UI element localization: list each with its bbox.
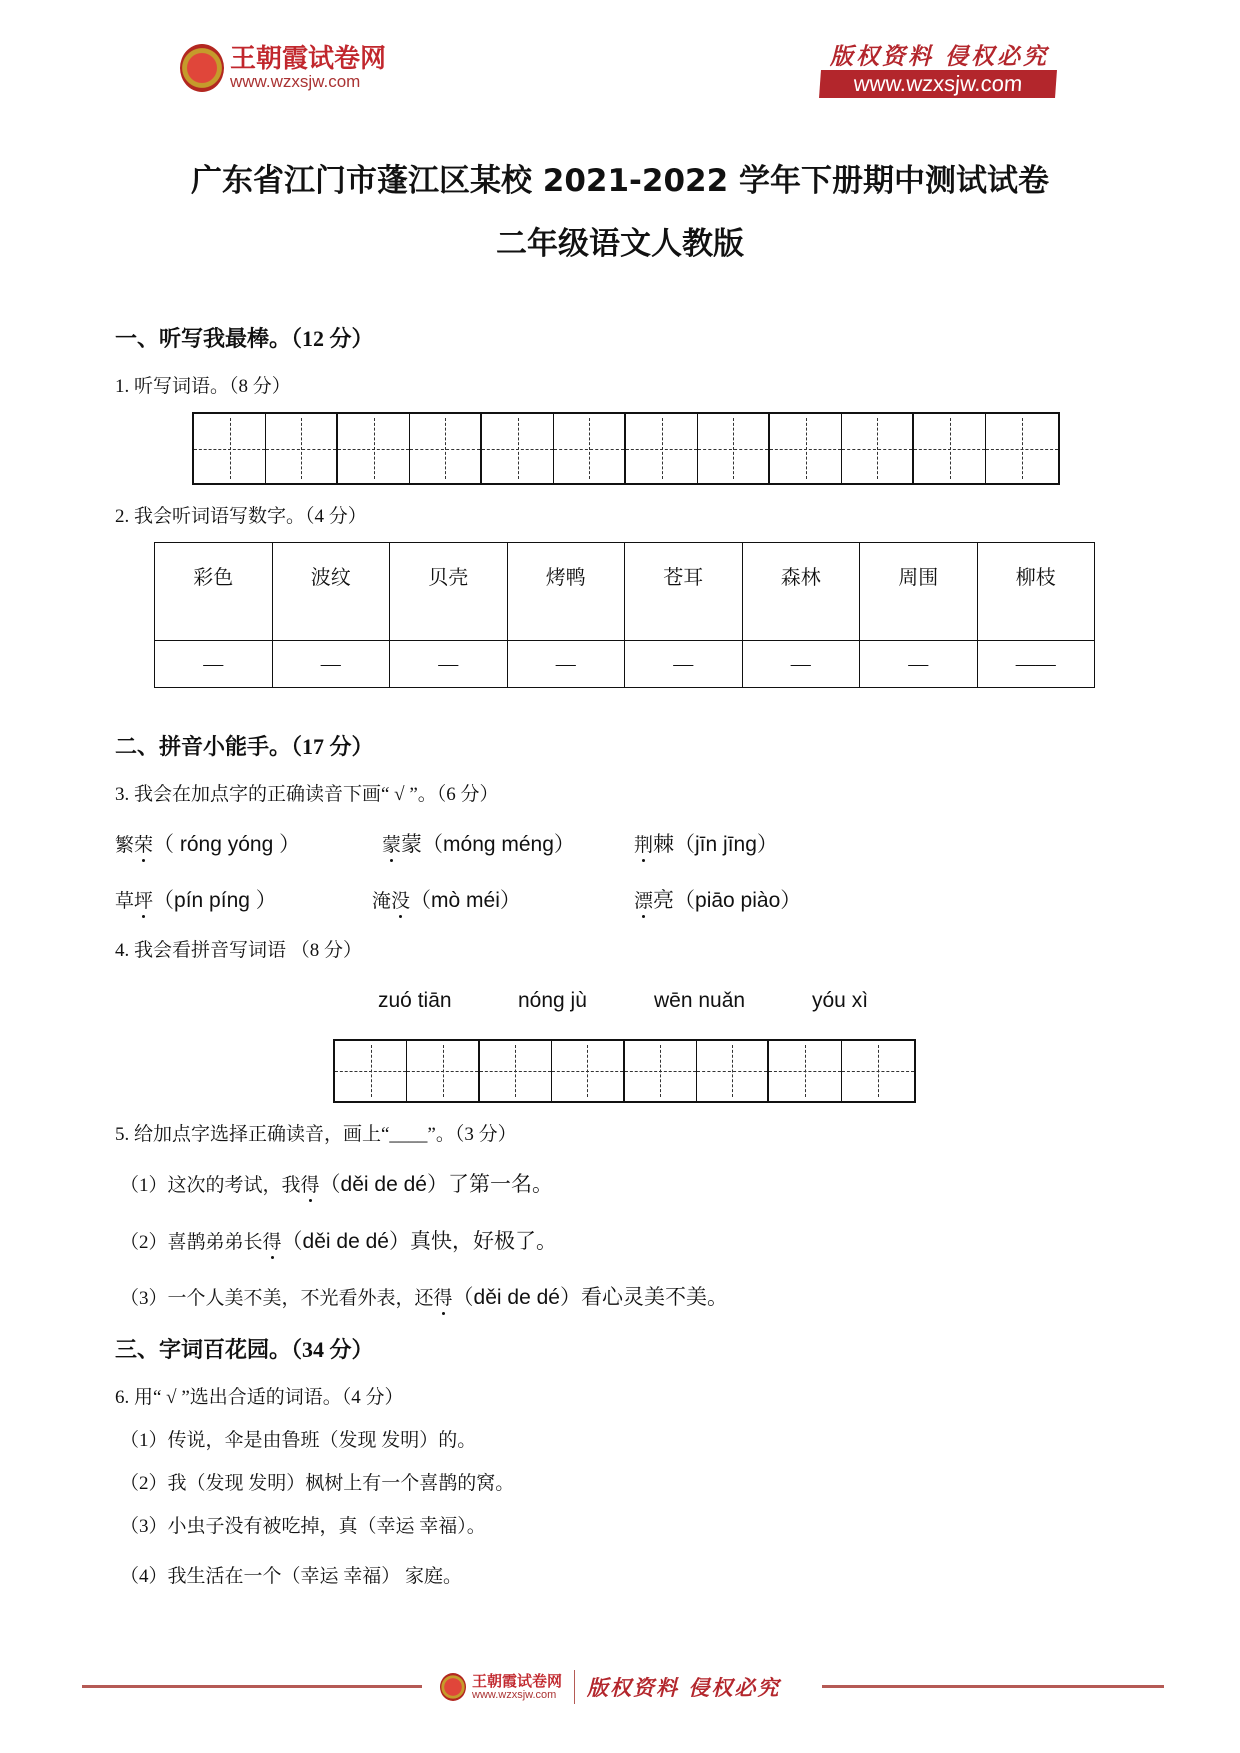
writing-cell xyxy=(482,414,554,483)
footer-divider-left xyxy=(82,1685,422,1688)
pinyin-options: 亮（piāo piào） xyxy=(653,889,802,912)
q3-item xyxy=(634,884,801,914)
q5-item xyxy=(120,1168,553,1198)
writing-cell xyxy=(769,1041,841,1101)
table-word: 周围 xyxy=(860,543,978,641)
item-prefix: （2）喜鹊弟弟长 xyxy=(120,1232,263,1253)
pinyin-options: （děi de dé）真快，好极了。 xyxy=(281,1230,557,1253)
writing-cell xyxy=(480,1041,552,1101)
dotted-character: 漂 xyxy=(634,891,654,912)
dictation-grid[interactable] xyxy=(192,412,1060,485)
pinyin-label: wēn nuǎn xyxy=(654,989,746,1012)
table-word: 烤鸭 xyxy=(507,543,625,641)
footer-rights: 版权资料 侵权必究 xyxy=(587,1675,781,1700)
pinyin-label: zuó tiān xyxy=(378,989,452,1012)
writing-cell xyxy=(335,1041,407,1101)
q5-text: 5. 给加点字选择正确读音，画上“____”。（3 分） xyxy=(115,1124,517,1145)
writing-cell xyxy=(770,414,842,483)
table-word: 柳枝 xyxy=(977,543,1095,641)
writing-cell xyxy=(407,1041,479,1101)
table-word: 森林 xyxy=(742,543,860,641)
pinyin-options: （děi de dé）看心灵美不美。 xyxy=(452,1286,728,1309)
writing-cell xyxy=(842,414,914,483)
writing-cell xyxy=(554,414,626,483)
writing-cell xyxy=(194,414,266,483)
table-word: 苍耳 xyxy=(625,543,743,641)
writing-cell xyxy=(697,1041,769,1101)
pinyin-label: nóng jù xyxy=(518,989,587,1012)
answer-blank: — xyxy=(390,641,508,688)
section-1-heading: 一、听写我最棒。（12 分） xyxy=(115,326,374,351)
item-prefix: 草 xyxy=(115,891,135,912)
section-3-heading: 三、字词百花园。（34 分） xyxy=(115,1337,374,1362)
q3-item xyxy=(634,828,778,858)
q6-item-1: （1）传说，伞是由鲁班（发现 发明）的。 xyxy=(120,1430,477,1451)
pinyin-options: （děi de dé）了第一名。 xyxy=(319,1173,553,1196)
pinyin-options: 棘（jīn jīng） xyxy=(653,833,778,856)
answer-blank: — xyxy=(742,641,860,688)
dotted-character: 得 xyxy=(262,1232,282,1253)
table-word: 贝壳 xyxy=(390,543,508,641)
q6-item-4: （4）我生活在一个（幸运 幸福） 家庭。 xyxy=(120,1566,463,1587)
writing-cell xyxy=(410,414,482,483)
page-subtitle: 二年级语文人教版 xyxy=(496,226,744,262)
rights-notice: 版权资料 侵权必究 xyxy=(830,43,1050,70)
q3-text: 3. 我会在加点字的正确读音下画“ √ ”。（6 分） xyxy=(115,784,499,805)
q2-text: 2. 我会听词语写数字。（4 分） xyxy=(115,506,367,527)
answer-blank: — xyxy=(155,641,273,688)
pinyin-options: （pín píng ） xyxy=(153,889,277,912)
writing-cell xyxy=(626,414,698,483)
answer-blank: — xyxy=(507,641,625,688)
dotted-character: 没 xyxy=(391,891,411,912)
footer-logo-name: 王朝霞试卷网 xyxy=(472,1672,563,1690)
number-table xyxy=(154,542,1095,688)
item-prefix: （3）一个人美不美，不光看外表，还 xyxy=(120,1288,434,1309)
writing-cell xyxy=(986,414,1058,483)
q6-item-2: （2）我（发现 发明）枫树上有一个喜鹊的窝。 xyxy=(120,1473,515,1494)
q1-text: 1. 听写词语。（8 分） xyxy=(115,376,291,397)
table-word: 彩色 xyxy=(155,543,273,641)
answer-blank: — xyxy=(625,641,743,688)
q5-item xyxy=(120,1225,557,1255)
footer-divider-right xyxy=(822,1685,1164,1688)
writing-cell xyxy=(625,1041,697,1101)
pinyin-options: （ róng yóng ） xyxy=(153,833,301,856)
dotted-character: 荆 xyxy=(634,835,654,856)
writing-cell xyxy=(842,1041,914,1101)
section-2-heading: 二、拼音小能手。（17 分） xyxy=(115,734,374,759)
writing-cell xyxy=(266,414,338,483)
logo-name: 王朝霞试卷网 xyxy=(230,44,387,74)
q6-item-3: （3）小虫子没有被吃掉，真（幸运 幸福）。 xyxy=(120,1516,486,1537)
item-prefix: （1）这次的考试，我 xyxy=(120,1175,301,1196)
footer-logo-url: www.wzxsjw.com xyxy=(472,1689,557,1701)
seal-icon xyxy=(440,1673,466,1701)
q3-item xyxy=(115,884,277,914)
writing-cell xyxy=(698,414,770,483)
site-logo xyxy=(180,44,386,92)
item-prefix: 淹 xyxy=(372,891,392,912)
writing-cell xyxy=(914,414,986,483)
q4-text: 4. 我会看拼音写词语 （8 分） xyxy=(115,940,363,961)
dotted-character: 得 xyxy=(433,1288,453,1309)
q3-item xyxy=(372,884,521,914)
pinyin-writing-grid[interactable] xyxy=(333,1039,916,1103)
item-prefix: 繁 xyxy=(115,835,135,856)
pinyin-options: 蒙（móng méng） xyxy=(401,833,575,856)
writing-cell xyxy=(338,414,410,483)
footer-logo xyxy=(440,1670,780,1704)
answer-blank: — xyxy=(860,641,978,688)
table-word: 波纹 xyxy=(272,543,390,641)
page-title: 广东省江门市蓬江区某校 2021-2022 学年下册期中测试试卷 xyxy=(190,163,1049,199)
q3-item xyxy=(115,828,300,858)
writing-cell xyxy=(552,1041,624,1101)
answer-blank: —— xyxy=(977,641,1095,688)
dotted-character: 得 xyxy=(300,1175,320,1196)
dotted-character: 坪 xyxy=(134,891,154,912)
q3-item xyxy=(382,828,575,858)
dotted-character: 蒙 xyxy=(382,835,402,856)
q5-item xyxy=(120,1281,728,1311)
pinyin-options: （mò méi） xyxy=(410,889,521,912)
q6-text: 6. 用“ √ ”选出合适的词语。（4 分） xyxy=(115,1387,404,1408)
answer-blank: — xyxy=(272,641,390,688)
logo-url: www.wzxsjw.com xyxy=(230,72,361,91)
rights-url: www.wzxsjw.com xyxy=(819,70,1057,98)
pinyin-label: yóu xì xyxy=(812,989,869,1012)
dotted-character: 荣 xyxy=(134,835,154,856)
seal-icon xyxy=(180,44,224,92)
